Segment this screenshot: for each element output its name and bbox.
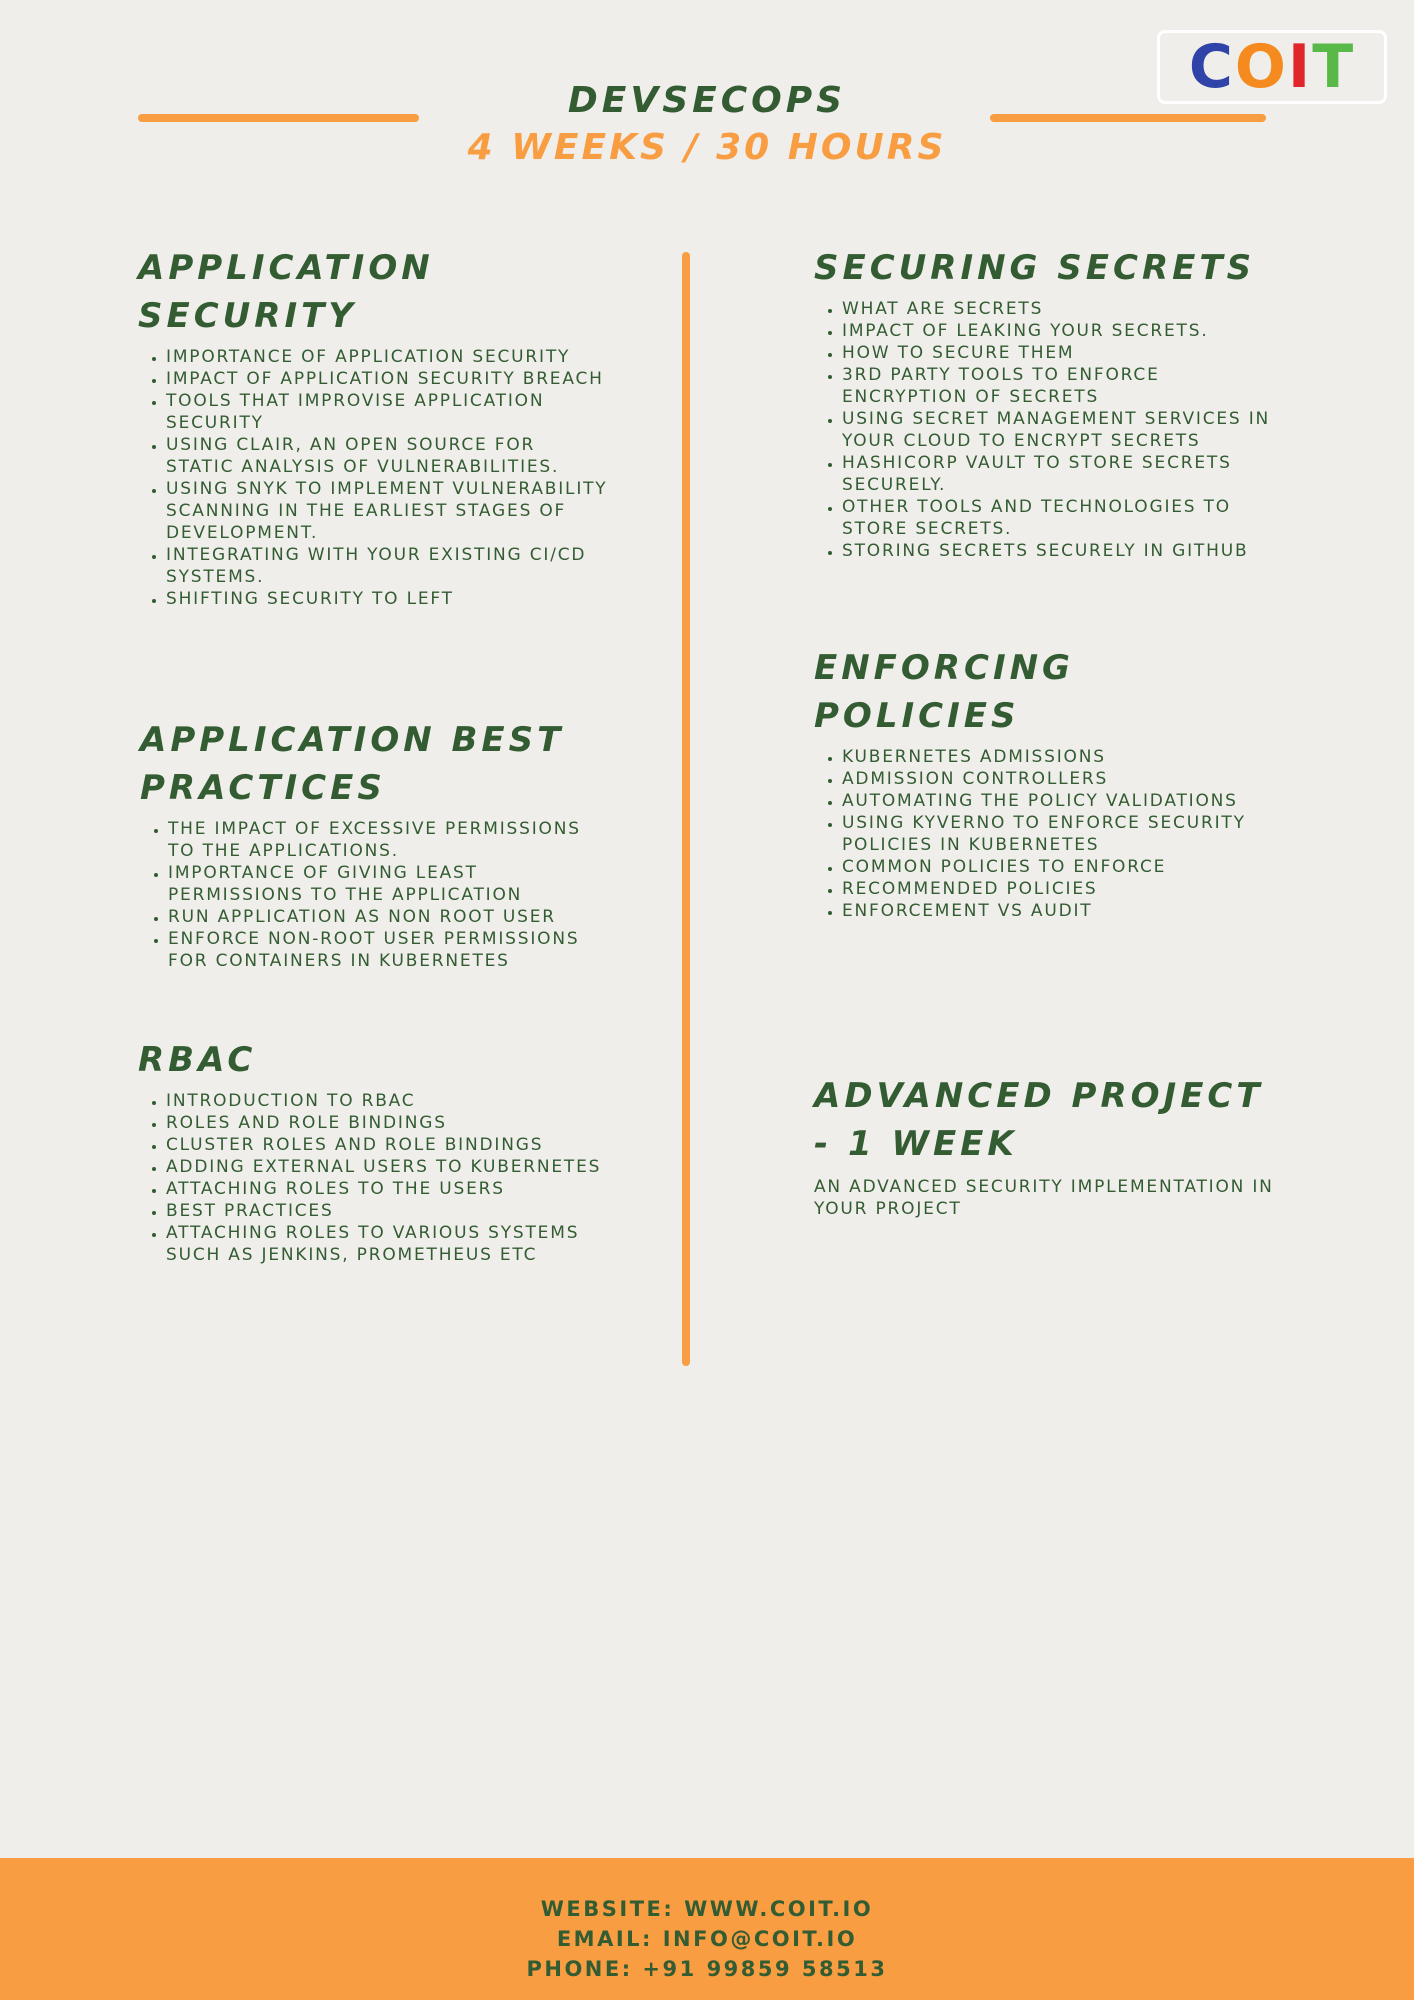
- list-item: • ENFORCE NON-ROOT USER PERMISSIONS FOR CONTAINERS IN KUBERNETES: [168, 928, 610, 972]
- contact-footer: [0, 1858, 1414, 2000]
- footer-phone: PHONE: +91 99859 58513: [526, 1957, 888, 1981]
- header-line-right: [990, 114, 1266, 122]
- logo-letter-t: T: [1312, 32, 1356, 102]
- list-item: • CLUSTER ROLES AND ROLE BINDINGS: [166, 1134, 608, 1156]
- course-title: DEVSECOPS: [567, 80, 847, 121]
- list-item: • WHAT ARE SECRETS: [842, 298, 1274, 320]
- list-item: • STORING SECRETS SECURELY IN GITHUB: [842, 540, 1274, 562]
- list-item: • INTRODUCTION TO RBAC: [166, 1090, 608, 1112]
- list-item: • IMPACT OF APPLICATION SECURITY BREACH: [166, 368, 608, 390]
- logo-letter-i: I: [1287, 32, 1313, 102]
- section-description: AN ADVANCED SECURITY IMPLEMENTATION IN YOUR PROJECT: [814, 1177, 1274, 1219]
- section-title-line: RBAC: [138, 1040, 257, 1080]
- list-item: • BEST PRACTICES: [166, 1200, 608, 1222]
- section-rbac: [138, 1036, 608, 1266]
- list-item: • USING SECRET MANAGEMENT SERVICES IN YOUR CLOUD TO ENCRYPT SECRETS: [842, 408, 1274, 452]
- header-line-left: [138, 114, 419, 122]
- list-item: • RECOMMENDED POLICIES: [842, 878, 1274, 900]
- section-title-line: PRACTICES: [140, 768, 386, 808]
- section-application-security: [138, 244, 608, 610]
- column-divider: [682, 252, 690, 1366]
- section-title-line: ADVANCED PROJECT: [814, 1076, 1264, 1116]
- list-item: • USING CLAIR, AN OPEN SOURCE FOR STATIC ANALYSIS OF VULNERABILITIES.: [166, 434, 608, 478]
- topic-list: [140, 818, 610, 972]
- footer-website: WEBSITE: WWW.COIT.IO: [540, 1897, 874, 1921]
- section-title-line: ENFORCING: [814, 648, 1074, 688]
- topic-list: [814, 298, 1274, 562]
- coit-logo: [1157, 30, 1387, 104]
- list-item: • AUTOMATING THE POLICY VALIDATIONS: [842, 790, 1274, 812]
- list-item: • SHIFTING SECURITY TO LEFT: [166, 588, 608, 610]
- section-title: [138, 244, 608, 340]
- list-item: • ATTACHING ROLES TO THE USERS: [166, 1178, 608, 1200]
- list-item: • COMMON POLICIES TO ENFORCE: [842, 856, 1274, 878]
- logo-letter-o: O: [1234, 32, 1288, 102]
- section-application-best-practices: [140, 716, 610, 972]
- section-title: [814, 644, 1274, 740]
- logo-letter-c: C: [1188, 32, 1235, 102]
- list-item: • RUN APPLICATION AS NON ROOT USER: [168, 906, 610, 928]
- section-title-line: POLICIES: [814, 696, 1020, 736]
- section-advanced-project: [814, 1072, 1274, 1220]
- list-item: • ADMISSION CONTROLLERS: [842, 768, 1274, 790]
- section-title-line: APPLICATION: [138, 248, 434, 288]
- section-title: [814, 1072, 1274, 1168]
- list-item: • IMPORTANCE OF GIVING LEAST PERMISSIONS TO THE APPLICATION: [168, 862, 610, 906]
- topic-list: [814, 746, 1274, 922]
- list-item: • INTEGRATING WITH YOUR EXISTING CI/CD SYSTEMS.: [166, 544, 608, 588]
- section-title: [138, 1036, 608, 1084]
- header: [420, 74, 994, 168]
- list-item: • IMPORTANCE OF APPLICATION SECURITY: [166, 346, 608, 368]
- section-securing-secrets: [814, 244, 1274, 562]
- list-item: • HOW TO SECURE THEM: [842, 342, 1274, 364]
- list-item: • IMPACT OF LEAKING YOUR SECRETS.: [842, 320, 1274, 342]
- topic-list: [138, 346, 608, 610]
- section-title-line: SECURING SECRETS: [814, 248, 1256, 288]
- footer-email: EMAIL: INFO@COIT.IO: [556, 1927, 858, 1951]
- section-title-line: SECURITY: [138, 296, 357, 336]
- list-item: • USING SNYK TO IMPLEMENT VULNERABILITY SCANNING IN THE EARLIEST STAGES OF DEVELOPMENT.: [166, 478, 608, 544]
- section-title: [140, 716, 610, 812]
- section-title-line: - 1 WEEK: [814, 1124, 1018, 1164]
- list-item: • ATTACHING ROLES TO VARIOUS SYSTEMS SUCH AS JENKINS, PROMETHEUS ETC: [166, 1222, 608, 1266]
- list-item: • HASHICORP VAULT TO STORE SECRETS SECURELY.: [842, 452, 1274, 496]
- list-item: • ENFORCEMENT VS AUDIT: [842, 900, 1274, 922]
- list-item: • TOOLS THAT IMPROVISE APPLICATION SECURITY: [166, 390, 608, 434]
- list-item: • 3RD PARTY TOOLS TO ENFORCE ENCRYPTION OF SECRETS: [842, 364, 1274, 408]
- section-enforcing-policies: [814, 644, 1274, 922]
- section-title-line: APPLICATION BEST: [140, 720, 565, 760]
- list-item: • ROLES AND ROLE BINDINGS: [166, 1112, 608, 1134]
- course-duration: 4 WEEKS / 30 HOURS: [467, 127, 947, 168]
- list-item: • ADDING EXTERNAL USERS TO KUBERNETES: [166, 1156, 608, 1178]
- section-title: [814, 244, 1274, 292]
- list-item: • USING KYVERNO TO ENFORCE SECURITY POLICIES IN KUBERNETES: [842, 812, 1274, 856]
- list-item: • THE IMPACT OF EXCESSIVE PERMISSIONS TO THE APPLICATIONS.: [168, 818, 610, 862]
- topic-list: [138, 1090, 608, 1266]
- list-item: • KUBERNETES ADMISSIONS: [842, 746, 1274, 768]
- list-item: • OTHER TOOLS AND TECHNOLOGIES TO STORE SECRETS.: [842, 496, 1274, 540]
